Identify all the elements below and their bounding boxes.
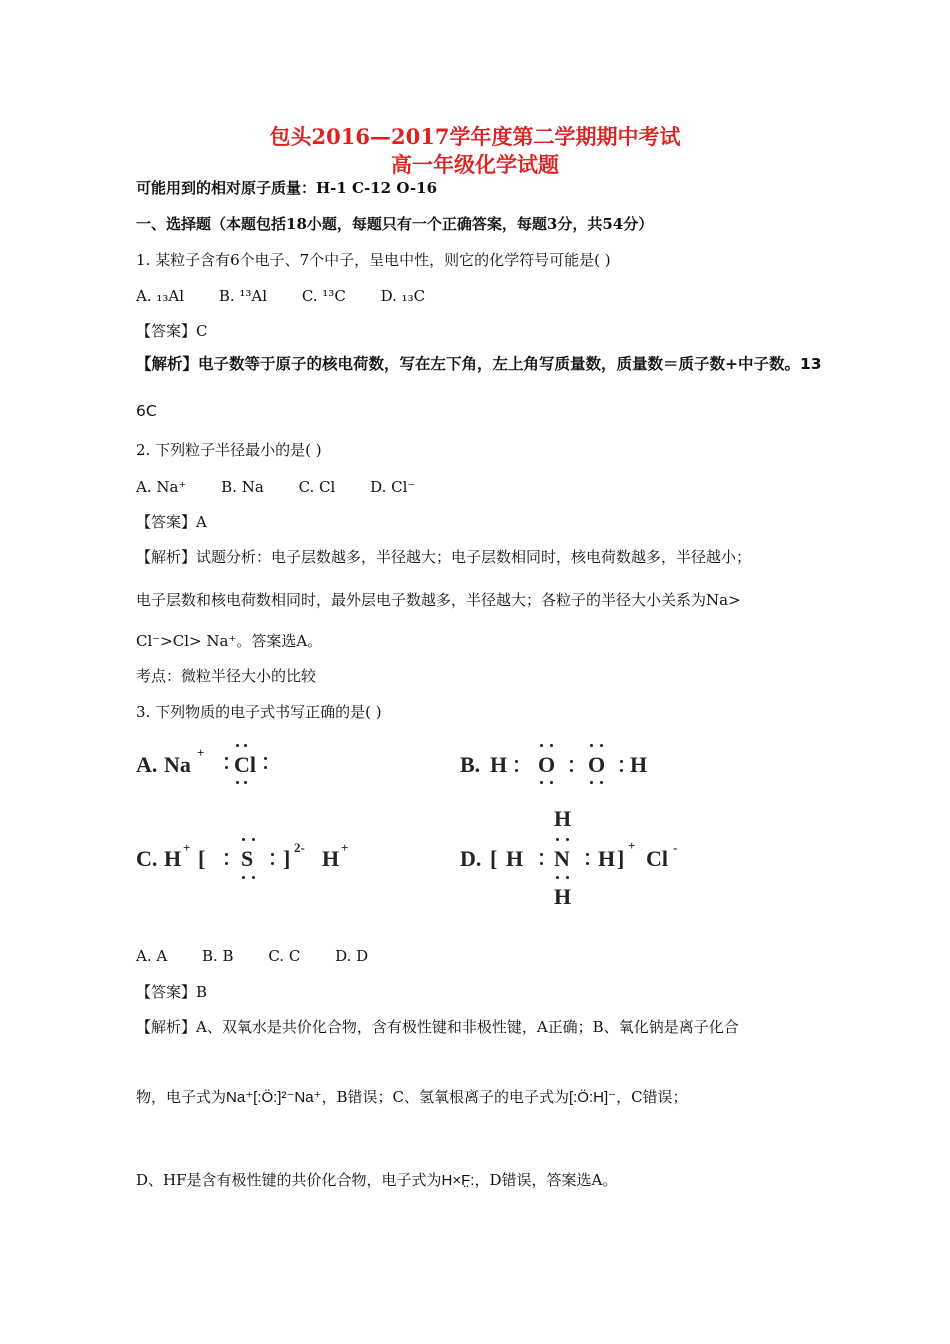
exam-page: 包头2016—2017学年度第二学期期中考试 高一年级化学试题 可能用到的相对原子质量：H-1 C-12 O-16 一、选择题（本题包括18小题，每题只有一个正确答案，每题3分，共54分） 1. 某粒子含有6个电子、7个中子，呈电中性，则它的化学符号可能是( ) A. ₁₃Al B. ¹³Al C. ¹³C D. ₁₃C 【答案】C 【解析】电子数等于原子的核电荷数，写在左下角，左上角写质量数，质量数＝质子数+中子数。13 6C 2. 下列粒子半径最小的是( ) A. Na⁺ B. Na C. Cl D. Cl⁻ 【答案】A 【解析】试题分析：电子层数越多，半径越大；电子层数相同时，核电荷数越多，半径越小； 电子层数和核电荷数相同时，最外层电子数越多，半径越大；各粒子的半径大小关系为Na> Cl⁻>Cl> Na⁺。答案选A。 考点：微粒半径大小的比较 3. 下列物质的电子式书写正确的是( ) A. Na + Cl B. H O O H C. H + [ S ] 2- H + D. [ H N H ] + Cl - H H A. A B. B C. C D. D 【答案】B 【解析】A、双氧水是共价化合物，含有极性键和非极性键，A正确；B、氧化钠是离子化合 物，电子式为Na⁺[:Ö:]²⁻Na⁺，B错误；C、氢氧根离子的电子式为[:Ö:H]⁻，C错误； D、HF是含有极性键的共价化合物，电子式为H×F̤:，D错误，答案选A。 xyxy=(0,0,950,1344)
question-3-options xyxy=(136,946,398,966)
question-1-answer: 【答案】C xyxy=(136,322,208,340)
question-2-point: 考点：微粒半径大小的比较 xyxy=(136,667,317,685)
hf-electron-formula: H×F̤: xyxy=(441,1172,475,1189)
question-1-explanation xyxy=(136,354,822,374)
question-1-options xyxy=(136,286,455,306)
option-a: A. A xyxy=(136,947,168,965)
atomic-masses: 可能用到的相对原子质量：H-1 C-12 O-16 xyxy=(136,179,438,197)
question-3-explanation-3: D、HF是含有极性键的共价化合物，电子式为H×F̤:，D错误，答案选A。 xyxy=(136,1171,618,1189)
exam-subtitle: 高一年级化学试题 xyxy=(391,152,559,177)
question-1-stem: 1. 某粒子含有6个电子、7个中子，呈电中性，则它的化学符号可能是( ) xyxy=(136,251,611,269)
na2o-electron-formula: Na⁺[:Ö:]²⁻Na⁺ xyxy=(226,1089,322,1106)
question-1-explanation-cont: 6C xyxy=(136,402,157,420)
option-b: B. ¹³Al xyxy=(218,287,268,305)
option-c: C. C xyxy=(268,947,301,965)
question-2-options xyxy=(136,477,445,497)
question-2-answer: 【答案】A xyxy=(136,513,207,531)
option-d: D. D xyxy=(335,947,369,965)
option-d: D. Cl⁻ xyxy=(370,478,416,496)
question-2-explanation-3: Cl⁻>Cl> Na⁺。答案选A。 xyxy=(136,632,323,650)
exam-title: 包头2016—2017学年度第二学期期中考试 xyxy=(269,124,681,149)
question-3-explanation-1: 【解析】A、双氧水是共价化合物，含有极性键和非极性键，A正确；B、氧化钠是离子化合 xyxy=(136,1018,739,1036)
option-c: C. Cl xyxy=(298,478,336,496)
question-2-explanation-1: 【解析】试题分析：电子层数越多，半径越大；电子层数相同时，核电荷数越多，半径越小； xyxy=(136,548,752,566)
question-3-stem: 3. 下列物质的电子式书写正确的是( ) xyxy=(136,703,382,721)
explanation-text: 电子数等于原子的核电荷数，写在左下角，左上角写质量数，质量数＝质子数+中子数。13 xyxy=(198,355,822,373)
question-2-stem: 2. 下列粒子半径最小的是( ) xyxy=(136,441,322,459)
option-a: A. ₁₃Al xyxy=(136,287,185,305)
option-a: A. Na⁺ xyxy=(136,478,187,496)
question-3-answer: 【答案】B xyxy=(136,983,208,1001)
hydroxide-electron-formula: [:Ö:H]⁻ xyxy=(568,1089,617,1106)
option-b: B. Na xyxy=(221,478,264,496)
option-b: B. B xyxy=(201,947,234,965)
option-d: D. ₁₃C xyxy=(380,287,426,305)
explanation-tag: 【解析】 xyxy=(136,355,199,373)
section-heading: 一、选择题（本题包括18小题，每题只有一个正确答案，每题3分，共54分） xyxy=(136,215,654,233)
question-2-explanation-2: 电子层数和核电荷数相同时，最外层电子数越多，半径越大；各粒子的半径大小关系为Na> xyxy=(136,591,741,609)
option-c: C. ¹³C xyxy=(301,287,346,305)
question-3-explanation-2: 物，电子式为Na⁺[:Ö:]²⁻Na⁺，B错误；C、氢氧根离子的电子式为[:Ö:H]⁻，C错误； xyxy=(136,1088,688,1106)
